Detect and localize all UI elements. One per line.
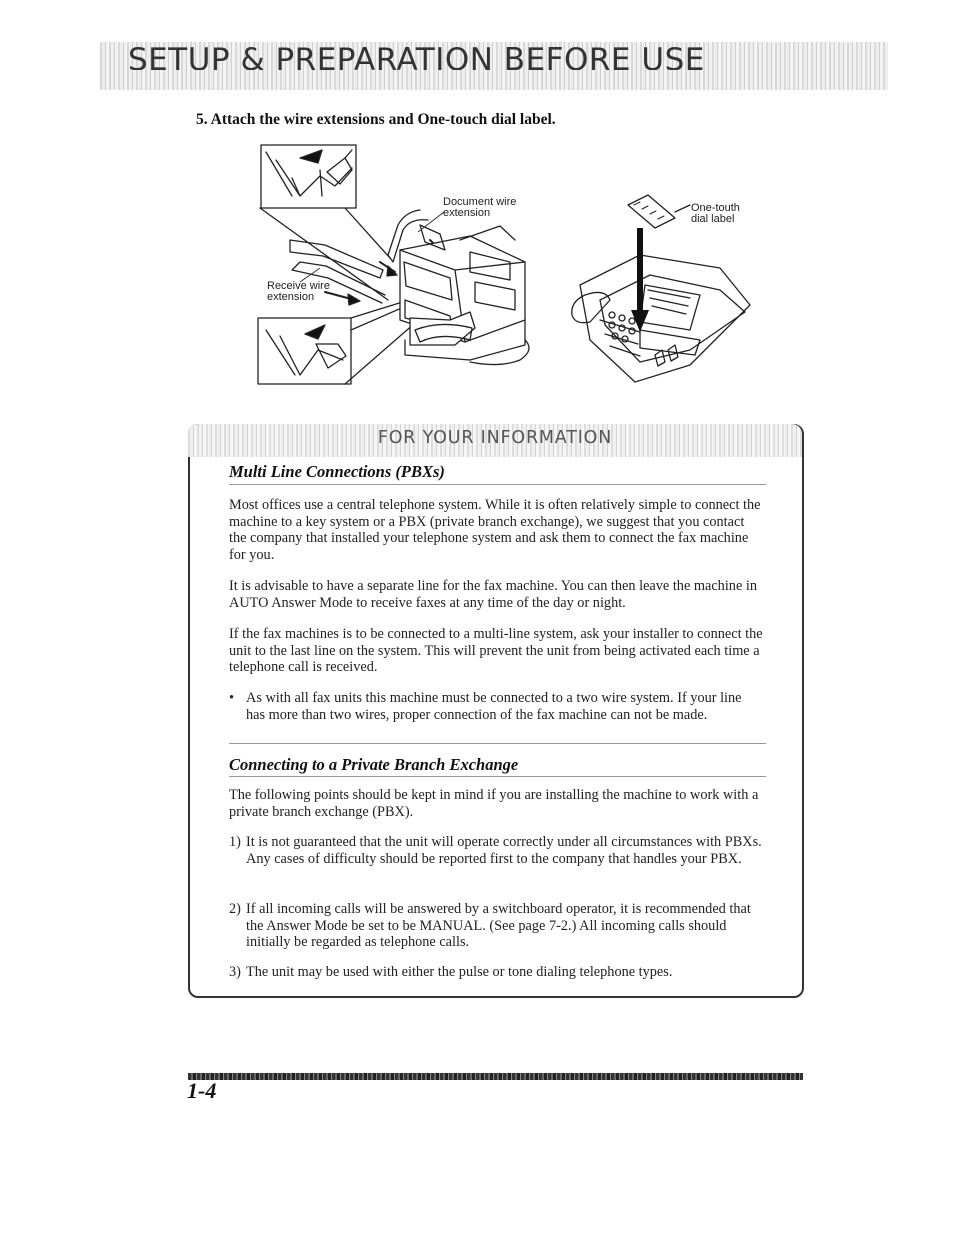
list-marker-3: 3) [229,964,241,980]
section-rule [229,776,766,777]
paragraph-separate-line: It is advisable to have a separate line for the fax machine. You can then leave the machine in AUTO Answer Mode to receive faxes at any time of the day or night. [229,578,757,611]
list-item-3: The unit may be used with either the pulse or tone dialing telephone types. [246,964,673,980]
bullet-two-wire: As with all fax units this machine must be connected to a two wire system. If your line has more than two wires, proper connection of the fax machine can not be made. [246,690,742,723]
page-number: 1-4 [187,1078,217,1103]
fax-machine-drawing [400,225,529,365]
callout-one-touch-line2: dial label [691,213,735,225]
section-heading-multi-line: Multi Line Connections (PBXs) [229,462,445,481]
page-header-title: SETUP & PREPARATION BEFORE USE [128,42,705,70]
callout-document-wire [443,197,516,219]
inset-document-wire-detail [261,145,356,208]
list-marker-1: 1) [229,834,241,850]
list-item-1: It is not guaranteed that the unit will operate correctly under all circumstances with PBXs. Any cases of difficulty should be reported first to the company that handles your PBX. [246,834,762,867]
down-arrow-shaft [637,228,643,314]
step-heading: 5. Attach the wire extensions and One-touch dial label. [196,111,556,128]
section-heading-pbx: Connecting to a Private Branch Exchange [229,755,519,774]
section-rule [229,484,766,485]
callout-receive-wire-line2: extension [267,291,315,303]
callout-one-touch-line1: One-touth [691,202,740,214]
inset-receive-wire-detail [258,318,351,384]
paragraph-multi-line-system: If the fax machines is to be connected to a multi-line system, ask your installer to connect the unit to the last line on the system. This will prevent the unit from being activated each time a telephone call is received. [229,626,763,675]
callout-document-wire-line2: extension [443,207,491,219]
list-marker-2: 2) [229,901,241,917]
callout-receive-wire-line1: Receive wire [267,280,330,292]
paragraph-pbx-intro: The following points should be kept in mind if you are installing the machine to work with a private branch exchange (PBX). [229,787,759,820]
paragraph-offices: Most offices use a central telephone system. While it is often relatively simple to connect the machine to a key system or a PBX (private branch exchange), we suggest that you contact the company that installed your telephone system and ask them to connect the fax machine for you. [229,497,761,563]
one-touch-label-drawing [628,195,690,228]
info-box-title: FOR YOUR INFORMATION [377,428,613,448]
footer-bar [188,1073,803,1080]
bullet-icon: • [229,690,235,706]
callout-one-touch [691,203,740,225]
section-rule [229,743,766,744]
callout-document-wire-line1: Document wire [443,196,517,208]
list-item-2: If all incoming calls will be answered by a switchboard operator, it is recommended that the Answer Mode be set to be MANUAL. (See page 7-2.) All incoming calls should initially be regarded as telephone calls. [246,901,751,950]
fax-machine-top-view [572,255,750,382]
callout-receive-wire [267,281,330,303]
